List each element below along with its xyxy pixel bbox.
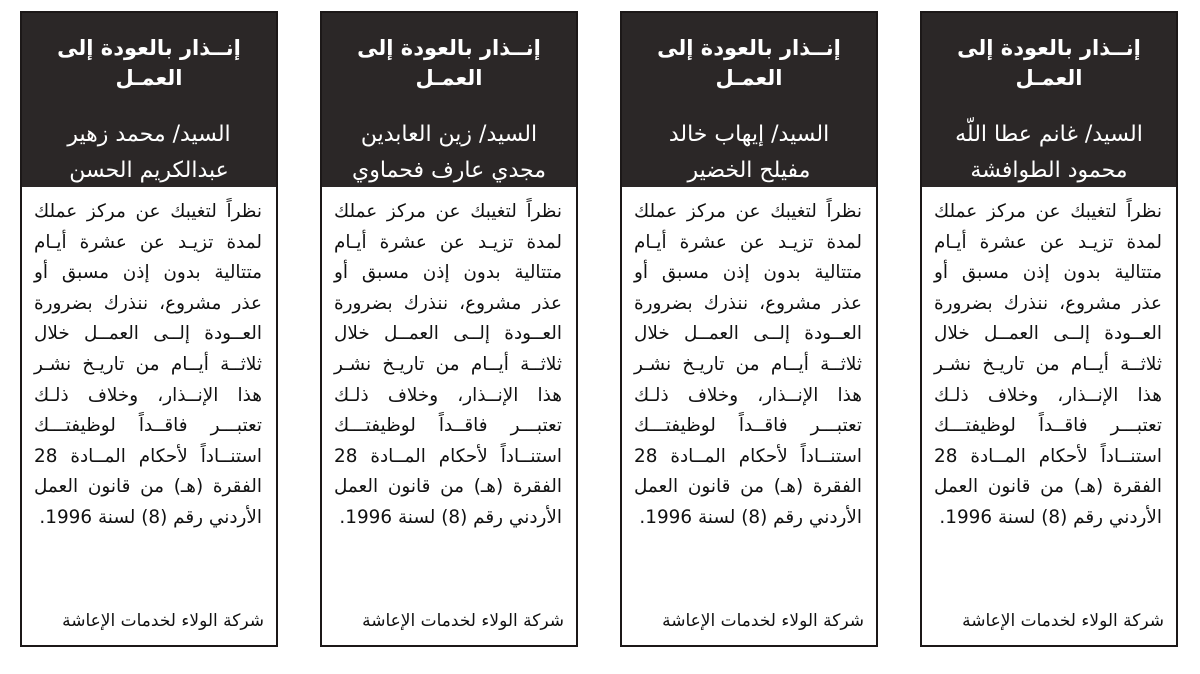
body-line: نظراً لتغيبك عن مركز عملك [34, 201, 262, 222]
body-line: استنــاداً لأحكام المــادة 28 [934, 445, 1162, 467]
notice-body [322, 187, 576, 534]
body-line: لمدة تزيـد عن عشرة أيـام [34, 231, 262, 253]
body-line: الأردني رقم (8) لسنة 1996. [339, 506, 562, 528]
employee-name-line1: السيد/ محمد زهير [67, 122, 231, 147]
body-line: عذر مشروع، ننذرك بضرورة [634, 292, 862, 314]
body-line: الأردني رقم (8) لسنة 1996. [939, 506, 1162, 528]
body-line: ثلاثــة أيــام من تاريـخ نشـر [34, 353, 262, 375]
employee-name-line1: السيد/ غانم عطا اللّه [955, 122, 1143, 147]
notice-header [322, 13, 576, 187]
company-signature: شركة الولاء لخدمات الإعاشة [962, 611, 1164, 631]
notice-card [20, 11, 278, 647]
body-line: متتالية بدون إذن مسبق أو [34, 262, 262, 284]
body-line: نظراً لتغيبك عن مركز عملك [934, 201, 1162, 222]
notice-header [922, 13, 1176, 187]
body-line: متتالية بدون إذن مسبق أو [934, 262, 1162, 284]
body-line: نظراً لتغيبك عن مركز عملك [634, 201, 862, 222]
body-line: ثلاثــة أيــام من تاريـخ نشـر [334, 353, 562, 375]
body-line: الفقرة (هـ) من قانون العمل [334, 476, 562, 498]
body-line: تعتبـــر فاقــداً لوظيفتـــك [334, 415, 562, 437]
notice-body [622, 187, 876, 534]
employee-name [922, 117, 1176, 189]
company-signature: شركة الولاء لخدمات الإعاشة [662, 611, 864, 631]
body-line: لمدة تزيـد عن عشرة أيـام [334, 231, 562, 253]
body-line: استنــاداً لأحكام المــادة 28 [334, 445, 562, 467]
body-line: الفقرة (هـ) من قانون العمل [934, 476, 1162, 498]
employee-name-line1: السيد/ زين العابدين [360, 122, 538, 147]
body-line: تعتبـــر فاقــداً لوظيفتـــك [634, 415, 862, 437]
body-line: تعتبـــر فاقــداً لوظيفتـــك [934, 415, 1162, 437]
employee-name [622, 117, 876, 189]
notice-header [22, 13, 276, 187]
body-line: الأردني رقم (8) لسنة 1996. [39, 506, 262, 528]
body-line: تعتبـــر فاقــداً لوظيفتـــك [34, 415, 262, 437]
body-line: عذر مشروع، ننذرك بضرورة [34, 292, 262, 314]
notice-body [922, 187, 1176, 534]
body-line: هذا الإنــذار، وخلاف ذلـك [34, 384, 262, 406]
body-line: العــودة إلــى العمــل خلال [934, 323, 1162, 345]
employee-name-line2: مجدي عارف فحماوي [352, 158, 546, 183]
employee-name-line2: محمود الطوافشة [970, 158, 1128, 183]
notice-title: إنــذار بالعودة إلى العمـل [357, 36, 541, 90]
body-line: الأردني رقم (8) لسنة 1996. [639, 506, 862, 528]
notice-title: إنــذار بالعودة إلى العمـل [957, 36, 1141, 90]
body-line: العــودة إلــى العمــل خلال [34, 323, 262, 345]
body-line: استنــاداً لأحكام المــادة 28 [634, 445, 862, 467]
body-line: هذا الإنــذار، وخلاف ذلـك [634, 384, 862, 406]
employee-name-line2: مفيلح الخضير [687, 158, 811, 183]
employee-name-line1: السيد/ إيهاب خالد [668, 122, 830, 147]
notice-body [22, 187, 276, 534]
body-line: ثلاثــة أيــام من تاريـخ نشـر [934, 353, 1162, 375]
body-line: نظراً لتغيبك عن مركز عملك [334, 201, 562, 222]
body-line: لمدة تزيـد عن عشرة أيـام [634, 231, 862, 253]
body-line: عذر مشروع، ننذرك بضرورة [334, 292, 562, 314]
company-signature: شركة الولاء لخدمات الإعاشة [62, 611, 264, 631]
employee-name [22, 117, 276, 189]
body-line: هذا الإنــذار، وخلاف ذلـك [334, 384, 562, 406]
body-line: العــودة إلــى العمــل خلال [634, 323, 862, 345]
notice-card [620, 11, 878, 647]
body-line: متتالية بدون إذن مسبق أو [334, 262, 562, 284]
body-line: هذا الإنــذار، وخلاف ذلـك [934, 384, 1162, 406]
notice-title: إنــذار بالعودة إلى العمـل [657, 36, 841, 90]
body-line: متتالية بدون إذن مسبق أو [634, 262, 862, 284]
company-signature: شركة الولاء لخدمات الإعاشة [362, 611, 564, 631]
body-line: لمدة تزيـد عن عشرة أيـام [934, 231, 1162, 253]
body-line: عذر مشروع، ننذرك بضرورة [934, 292, 1162, 314]
body-line: استنــاداً لأحكام المــادة 28 [34, 445, 262, 467]
notice-card [320, 11, 578, 647]
body-line: ثلاثــة أيــام من تاريـخ نشـر [634, 353, 862, 375]
body-line: الفقرة (هـ) من قانون العمل [634, 476, 862, 498]
employee-name [322, 117, 576, 189]
body-line: الفقرة (هـ) من قانون العمل [34, 476, 262, 498]
body-line: العــودة إلــى العمــل خلال [334, 323, 562, 345]
notice-card [920, 11, 1178, 647]
notice-header [622, 13, 876, 187]
notice-title: إنــذار بالعودة إلى العمـل [57, 36, 241, 90]
employee-name-line2: عبدالكريم الحسن [69, 158, 229, 183]
